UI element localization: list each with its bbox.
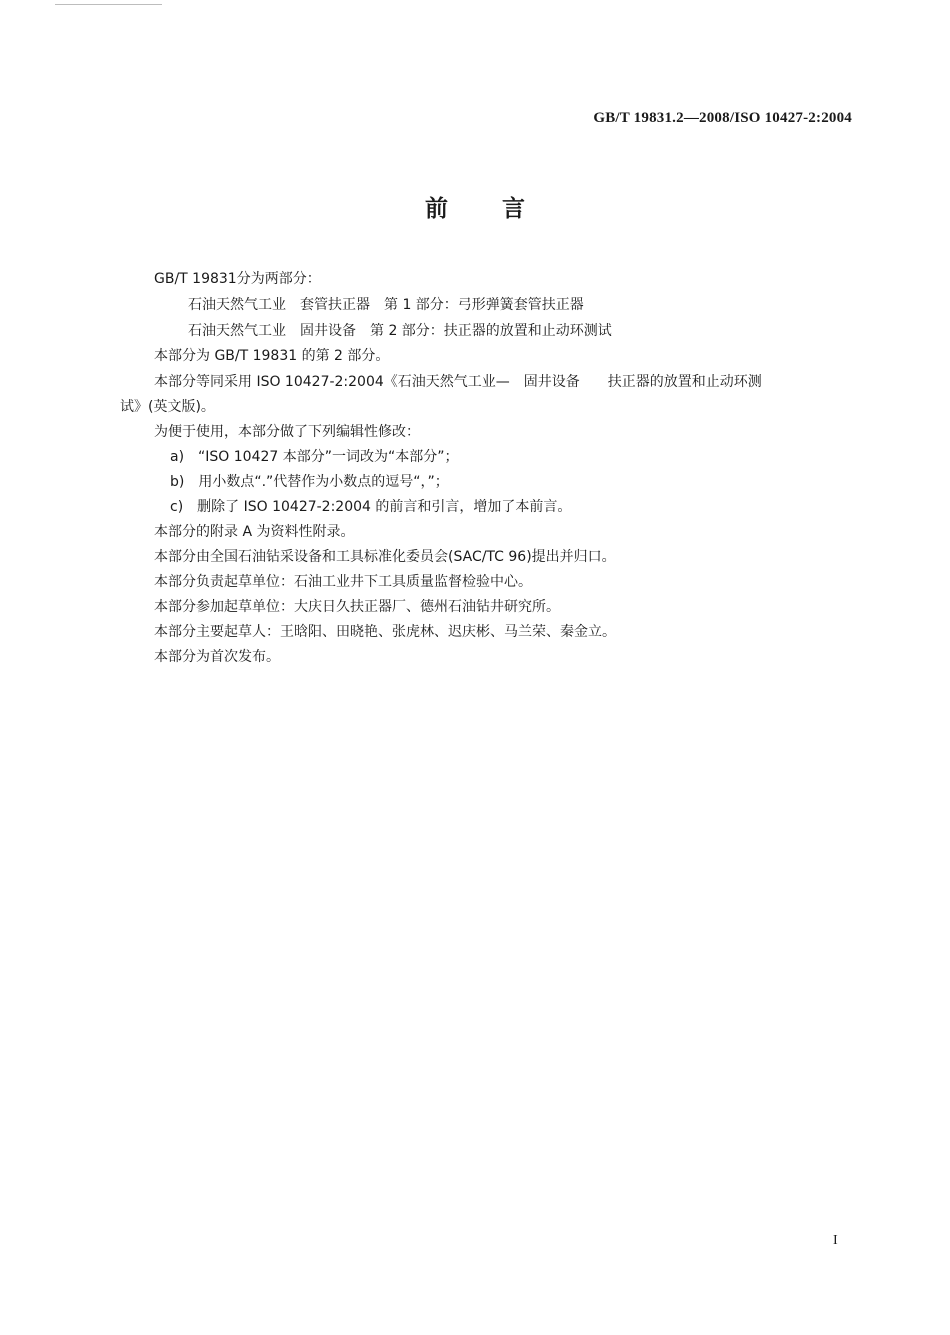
adoption-line-1: 本部分等同采用 ISO 10427-2:2004《石油天然气工业— 固井设备 扶正器的放置和止动环测	[154, 374, 762, 390]
part-2-line: 石油天然气工业 固井设备 第 2 部分：扶正器的放置和止动环测试	[188, 323, 612, 339]
proposed-by-line: 本部分由全国石油钻采设备和工具标准化委员会(SAC/TC 96)提出并归口。	[154, 549, 616, 565]
page-number: I	[833, 1233, 838, 1248]
intro-line: GB/T 19831分为两部分：	[154, 271, 321, 287]
this-part-line: 本部分为 GB/T 19831 的第 2 部分。	[154, 348, 390, 364]
drafters-line: 本部分主要起草人：王晗阳、田晓艳、张虎林、迟庆彬、马兰荣、秦金立。	[154, 624, 616, 640]
top-rule	[55, 4, 162, 5]
first-issue-line: 本部分为首次发布。	[154, 649, 280, 665]
edit-item-b: b) 用小数点“.”代替作为小数点的逗号“，”；	[170, 474, 449, 490]
page-title: 前言	[425, 196, 579, 222]
standard-number: GB/T 19831.2—2008/ISO 10427-2:2004	[593, 110, 852, 126]
edit-item-c: c) 删除了 ISO 10427-2:2004 的前言和引言，增加了本前言。	[170, 499, 572, 515]
part-1-line: 石油天然气工业 套管扶正器 第 1 部分：弓形弹簧套管扶正器	[188, 297, 584, 313]
annex-line: 本部分的附录 A 为资料性附录。	[154, 524, 355, 540]
edit-item-a: a) “ISO 10427 本部分”一词改为“本部分”；	[170, 449, 459, 465]
edits-intro-line: 为便于使用，本部分做了下列编辑性修改：	[154, 424, 420, 440]
adoption-line-2: 试》(英文版)。	[120, 399, 215, 415]
drafting-unit-line: 本部分负责起草单位：石油工业井下工具质量监督检验中心。	[154, 574, 532, 590]
participating-units-line: 本部分参加起草单位：大庆日久扶正器厂、德州石油钻井研究所。	[154, 599, 560, 615]
